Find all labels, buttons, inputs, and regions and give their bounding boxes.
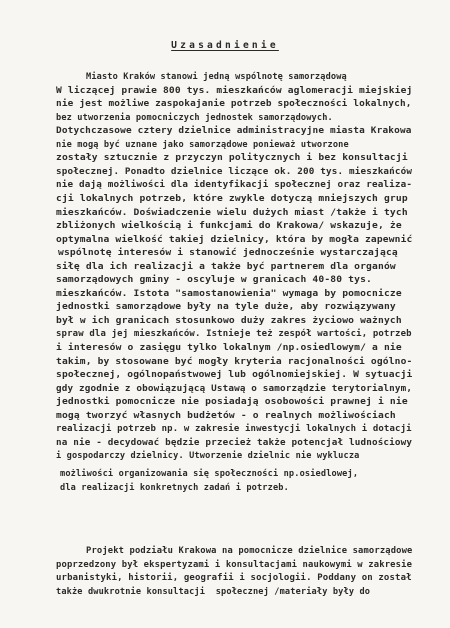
text-line: wspólnotę interesów i stanowić jednocześnie wystarczającą <box>58 248 398 259</box>
text-line: nie dają możliwości dla identyfikacji społecznej oraz realiza- <box>56 180 413 191</box>
text-line: optymalna wielkość takiej dzielnicy, która by mogła zapewnić <box>56 234 413 245</box>
text-line: i interesów o zasięgu tylko lokalnym /np.osiedlowym/ a nie <box>56 343 402 353</box>
text-line: spraw dla jej mieszkańców. Istnieje też zespół wartości, potrzeb <box>56 329 412 340</box>
text-line: mogą tworzyć własnych budżetów - o realnych możliwościach <box>56 410 396 421</box>
text-line: nie jest możliwe zaspokajanie potrzeb społeczności lokalnych, <box>56 99 412 110</box>
text-line: był w ich granicach stosunkowo duży zakres życiowo ważnych <box>56 315 402 326</box>
text-line: zbliżonych wielkością i funkcjami do Krakowa/ wskazuje, że <box>56 221 402 232</box>
text-line: Miasto Kraków stanowi jedną wspólnotę samorządową <box>86 72 347 82</box>
text-line: cji lokalnych potrzeb, które zwykle dotyczą mniejszych grup <box>56 193 408 204</box>
text-line: i gospodarczy dzielnicy. Utworzenie dzielnic nie wyklucza <box>56 451 360 462</box>
text-line: na nie - decydować będzie przecież także potencjał ludnościowy <box>56 437 413 448</box>
text-line: bez utworzenia pomocniczych jednostek samorządowych. <box>56 112 333 123</box>
text-line: mieszkańców. Istota "samostanowienia" wymaga by pomocnicze <box>56 288 402 299</box>
text-line: nie mogą być uznane jako samorządowe ponieważ utworzone <box>56 139 349 150</box>
text-line: realizacji potrzeb np. w zakresie inwestycji lokalnych i dotacji <box>56 424 412 435</box>
text-line: także dwukrotnie konsultacji społecznej /materiały były do <box>56 586 371 597</box>
text-line: jednostki samorządowe były na tyle duże, aby rozwiązywany <box>56 302 396 313</box>
text-line: możliwości organizowania się społeczności np.osiedlowej, <box>60 468 359 479</box>
text-line: W liczącej prawie 800 tys. mieszkańców aglomeracji miejskiej <box>56 85 413 96</box>
text-line: urbanistyki, historii, geografii i socjologii. Poddany on został <box>56 573 412 584</box>
text-line: Projekt podziału Krakowa na pomocnicze dzielnice samorządowe <box>86 546 413 556</box>
document-title: Uzasadnienie <box>171 40 279 51</box>
text-line: siłę dla ich realizacji a także być partnerem dla organów <box>56 261 396 272</box>
text-line: mieszkańców. Doświadczenie wielu dużych miast /także i tych <box>56 207 408 218</box>
text-line: Dotychczasowe cztery dzielnice administracyjne miasta Krakowa <box>56 126 412 137</box>
text-line: zostały sztucznie z przyczyn politycznych i bez konsultacji <box>56 153 408 164</box>
text-line: takim, by stosowane być mogły kryteria racjonalności ogólno- <box>56 356 413 367</box>
text-line: społecznej. Ponadto dzielnice liczące ok. 200 tys. mieszkańców <box>56 166 413 177</box>
text-line: samorządowych gminy - oscyluje w granicach 40-80 tys. <box>56 275 373 286</box>
text-line: poprzedzony był ekspertyzami i konsultacjami naukowymi w zakresie <box>56 559 413 570</box>
text-line: gdy zgodnie z obowiązującą Ustawą o samorządzie terytorialnym, <box>56 383 413 394</box>
text-line: społecznej, ogólnopaństwowej lub ogólnomiejskiej. W sytuacji <box>56 370 413 381</box>
text-line: jednostki pomocnicze nie posiadają osobowości prawnej i nie <box>56 397 408 408</box>
text-line: dla realizacji konkretnych zadań i potrzeb. <box>60 482 289 493</box>
